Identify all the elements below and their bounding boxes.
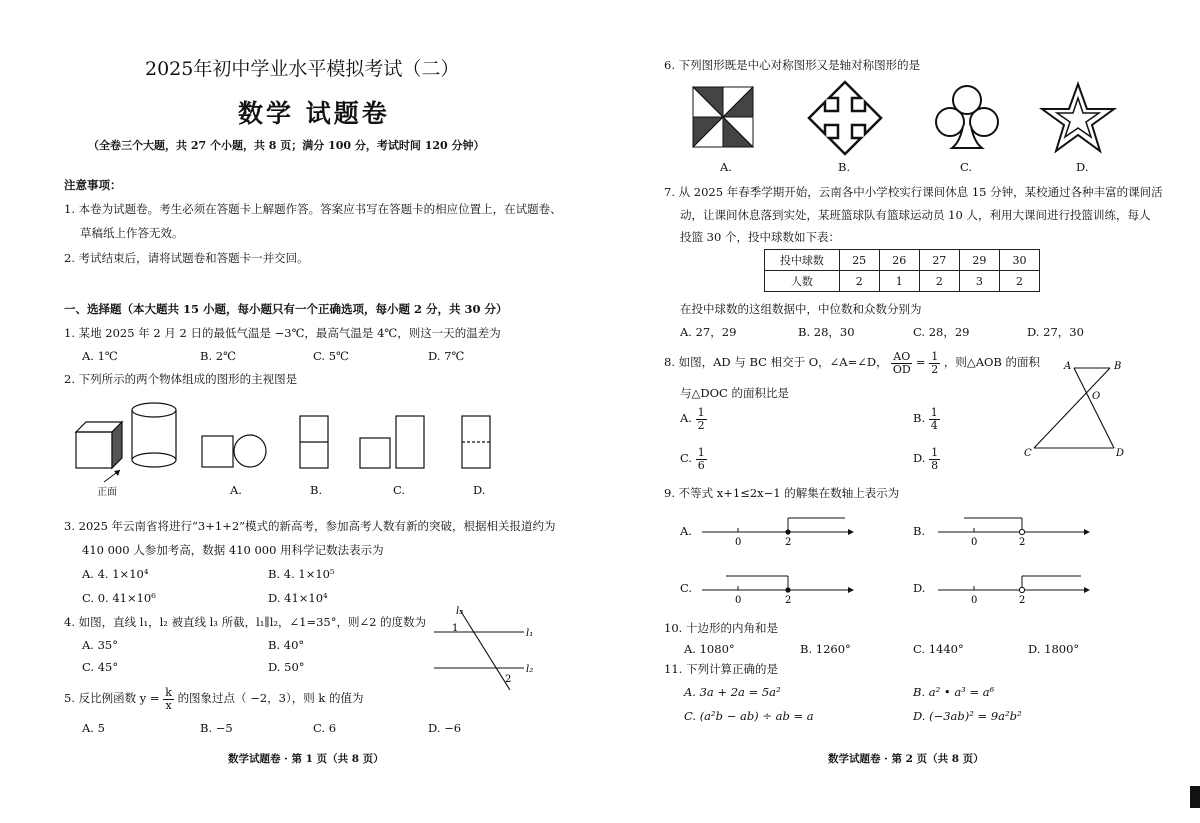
q5-fraction-num: k xyxy=(165,686,172,699)
q4-option-c: C. 45° xyxy=(82,660,119,674)
notice-2: 2. 考试结束后，请将试题卷和答题卡一并交回。 xyxy=(64,251,309,265)
q8-option-a-num: 1 xyxy=(697,406,705,419)
q5-fraction-den: x xyxy=(165,698,172,712)
q11-stem: 11. 下列计算正确的是 xyxy=(664,662,778,676)
q8-option-c-letter: C. xyxy=(680,451,693,466)
q9-option-c-number-line xyxy=(700,572,860,604)
q3-line-1: 3. 2025 年云南省将进行“3+1+2”模式的新高考，参加高考人数有新的突破，根据相关报道约为 xyxy=(64,519,556,533)
q5-stem xyxy=(64,687,364,711)
section-1-heading: 一、选择题（本大题共 15 小题，每小题只有一个正确选项，每小题 2 分，共 30 分） xyxy=(64,302,508,316)
q9-a-tick-2: 2 xyxy=(785,537,792,548)
q4-label-angle-1: 1 xyxy=(452,623,459,634)
q8-stem-post: ，则△AOB 的面积 xyxy=(943,355,1041,370)
q8-value-num: 1 xyxy=(931,350,939,363)
q9-option-d-letter: D. xyxy=(913,581,926,595)
q4-label-angle-2: 2 xyxy=(505,674,512,685)
q4-label-l2: l₂ xyxy=(526,664,534,675)
q8-option-b-fraction xyxy=(929,407,940,431)
q5-fraction xyxy=(163,687,174,711)
q11-option-c: C. (a²b − ab) ÷ ab = a xyxy=(684,709,814,723)
q8-value-fraction xyxy=(929,351,940,375)
q8-label-c: C xyxy=(1024,448,1032,459)
q2-option-d-figure xyxy=(460,414,494,470)
q7-option-d: D. 27，30 xyxy=(1027,325,1084,339)
q1-stem: 1. 某地 2025 年 2 月 2 日的最低气温是 −3℃，最高气温是 4℃，则这一天的温差为 xyxy=(64,326,501,340)
q1-option-c: C. 5℃ xyxy=(313,349,349,363)
table-cell: 2 xyxy=(919,271,959,292)
q8-option-a xyxy=(680,407,707,431)
q10-option-d: D. 1800° xyxy=(1028,642,1080,656)
q9-d-tick-0: 0 xyxy=(971,595,978,606)
q8-option-a-letter: A. xyxy=(680,411,692,426)
q2-label-a: A. xyxy=(230,483,242,497)
q7-option-b: B. 28，30 xyxy=(798,325,855,339)
q2-solid-figure xyxy=(70,398,190,488)
q9-option-c-letter: C. xyxy=(680,581,693,595)
q2-option-c-figure xyxy=(358,414,428,470)
q8-label-o: O xyxy=(1092,391,1101,402)
q9-option-b-letter: B. xyxy=(913,524,926,538)
q2-label-c: C. xyxy=(393,483,406,497)
table-cell: 29 xyxy=(959,250,999,271)
q8-option-b-num: 1 xyxy=(930,406,938,419)
q8-option-b xyxy=(913,407,940,431)
q10-option-b: B. 1260° xyxy=(800,642,851,656)
notice-1-line-1: 1. 本卷为试题卷。考生必须在答题卡上解题作答。答案应书写在答题卡的相应位置上，在试题卷、 xyxy=(64,202,562,216)
q4-label-l1: l₁ xyxy=(526,628,534,639)
q11-option-d: D. (−3ab)² = 9a²b² xyxy=(913,709,1022,723)
q6-label-d: D. xyxy=(1076,160,1089,174)
q9-c-tick-2: 2 xyxy=(785,595,792,606)
exam-title: 2025年初中学业水平模拟考试（二） xyxy=(145,58,460,80)
q5-option-c: C. 6 xyxy=(313,721,337,735)
notice-heading: 注意事项： xyxy=(64,178,122,192)
q7-option-c: C. 28，29 xyxy=(913,325,970,339)
q11-option-a: A. 3a + 2a = 5a² xyxy=(684,685,781,699)
q4-stem: 4. 如图，直线 l₁，l₂ 被直线 l₃ 所截，l₁∥l₂，∠1=35°，则∠2 的度数为 xyxy=(64,615,427,629)
q8-option-c xyxy=(680,447,707,471)
q5-stem-pre: 5. 反比例函数 y = xyxy=(64,691,160,706)
table-cell: 26 xyxy=(879,250,919,271)
q8-equals: = xyxy=(915,355,926,370)
q5-option-d: D. −6 xyxy=(428,721,462,735)
q4-option-b: B. 40° xyxy=(268,638,305,652)
q3-line-2: 410 000 人参加考高，数据 410 000 用科学记数法表示为 xyxy=(82,543,384,557)
q8-ratio-fraction xyxy=(891,351,912,375)
q1-option-a: A. 1℃ xyxy=(82,349,118,363)
q8-option-b-den: 4 xyxy=(930,418,938,432)
q8-triangles-figure xyxy=(1022,356,1132,460)
q8-ratio-num: AO xyxy=(893,350,911,363)
q8-option-c-num: 1 xyxy=(697,446,705,459)
q10-option-c: C. 1440° xyxy=(913,642,964,656)
table-cell: 2 xyxy=(839,271,879,292)
q8-label-d: D xyxy=(1116,448,1125,459)
scan-edge-mark xyxy=(1190,786,1200,808)
q4-label-l3: l₃ xyxy=(456,606,464,617)
table-cell: 人数 xyxy=(765,271,840,292)
q8-label-b: B xyxy=(1114,361,1122,372)
q5-option-b: B. −5 xyxy=(200,721,233,735)
q9-c-tick-0: 0 xyxy=(735,595,742,606)
page-1-footer: 数学试题卷 · 第 1 页（共 8 页） xyxy=(228,753,384,765)
q3-option-d: D. 41×10⁴ xyxy=(268,591,328,605)
q4-parallel-lines-figure xyxy=(430,604,540,692)
q9-stem: 9. 不等式 x+1≤2x−1 的解集在数轴上表示为 xyxy=(664,486,900,500)
q10-option-a: A. 1080° xyxy=(684,642,735,656)
q5-stem-post: 的图象过点（ −2，3），则 k 的值为 xyxy=(177,691,364,706)
table-row xyxy=(765,271,1040,292)
table-row xyxy=(765,250,1040,271)
q8-stem-pre: 8. 如图，AD 与 BC 相交于 O，∠A=∠D， xyxy=(664,355,888,370)
q5-option-a: A. 5 xyxy=(82,721,105,735)
q9-option-a-letter: A. xyxy=(680,524,692,538)
q9-option-a-number-line xyxy=(700,514,860,546)
q7-line-2: 动，让课间休息落到实处，某班篮球队有篮球运动员 10 人，利用大课间进行投篮训练，每人 xyxy=(680,208,1151,222)
q8-option-a-den: 2 xyxy=(697,418,705,432)
exam-subtitle: 数学 试题卷 xyxy=(238,99,390,128)
q6-stem: 6. 下列图形既是中心对称图形又是轴对称图形的是 xyxy=(664,58,921,72)
q6-label-c: C. xyxy=(960,160,973,174)
q1-option-d: D. 7℃ xyxy=(428,349,465,363)
q9-option-d-number-line xyxy=(936,572,1096,604)
q6-club-figure xyxy=(932,82,1002,152)
table-cell: 25 xyxy=(839,250,879,271)
q3-option-a: A. 4. 1×10⁴ xyxy=(82,567,149,581)
q6-label-b: B. xyxy=(838,160,851,174)
q7-line-3: 投篮 30 个，投中球数如下表： xyxy=(680,230,840,244)
q1-option-b: B. 2℃ xyxy=(200,349,236,363)
q11-option-b: B. a² • a³ = a⁶ xyxy=(913,685,995,699)
q8-option-d-den: 8 xyxy=(931,458,939,472)
table-cell: 3 xyxy=(959,271,999,292)
q8-stem xyxy=(664,351,1040,375)
q6-pinwheel-figure xyxy=(692,86,754,148)
q3-option-c: C. 0. 41×10⁶ xyxy=(82,591,156,605)
q7-line-1: 7. 从 2025 年春季学期开始，云南各中小学校实行课间休息 15 分钟，某校通过各种丰富的课间活 xyxy=(664,185,1163,199)
q8-option-c-fraction xyxy=(696,447,707,471)
q2-stem: 2. 下列所示的两个物体组成的图形的主视图是 xyxy=(64,372,298,386)
table-cell: 投中球数 xyxy=(765,250,840,271)
q3-option-b: B. 4. 1×10⁵ xyxy=(268,567,335,581)
q8-option-b-letter: B. xyxy=(913,411,926,426)
q8-option-d-fraction xyxy=(929,447,940,471)
q2-front-label: 正面 xyxy=(97,487,117,498)
q2-label-b: B. xyxy=(310,483,323,497)
q9-option-b-number-line xyxy=(936,514,1096,546)
q10-stem: 10. 十边形的内角和是 xyxy=(664,621,778,635)
notice-1-line-2: 草稿纸上作答无效。 xyxy=(80,226,184,240)
q6-label-a: A. xyxy=(720,160,732,174)
table-cell: 30 xyxy=(999,250,1039,271)
q8-option-d xyxy=(913,447,940,471)
page-2 xyxy=(600,0,1200,823)
q9-d-tick-2: 2 xyxy=(1019,595,1026,606)
q2-label-d: D. xyxy=(473,483,486,497)
q2-option-b-figure xyxy=(298,414,332,470)
table-cell: 2 xyxy=(999,271,1039,292)
exam-info: （全卷三个大题，共 27 个小题，共 8 页；满分 100 分，考试时间 120 分钟） xyxy=(88,139,485,152)
q8-option-c-den: 6 xyxy=(697,458,705,472)
q8-option-a-fraction xyxy=(696,407,707,431)
q8-line-2: 与△DOC 的面积比是 xyxy=(680,386,789,400)
q4-option-d: D. 50° xyxy=(268,660,305,674)
q7-option-a: A. 27，29 xyxy=(680,325,737,339)
q9-a-tick-0: 0 xyxy=(735,537,742,548)
q9-b-tick-0: 0 xyxy=(971,537,978,548)
q8-option-d-num: 1 xyxy=(931,446,939,459)
table-cell: 1 xyxy=(879,271,919,292)
q8-option-d-letter: D. xyxy=(913,451,926,466)
q8-ratio-den: OD xyxy=(892,362,911,376)
q6-four-arrows-figure xyxy=(807,80,883,156)
q6-star-figure xyxy=(1040,82,1116,154)
q7-data-table xyxy=(764,249,1040,292)
q9-b-tick-2: 2 xyxy=(1019,537,1026,548)
q7-after-table: 在投中球数的这组数据中，中位数和众数分别为 xyxy=(680,302,922,316)
q2-option-a-figure xyxy=(200,434,270,468)
q4-option-a: A. 35° xyxy=(82,638,118,652)
q8-value-den: 2 xyxy=(931,362,939,376)
page-2-footer: 数学试题卷 · 第 2 页（共 8 页） xyxy=(828,753,984,765)
table-cell: 27 xyxy=(919,250,959,271)
q8-label-a: A xyxy=(1064,361,1072,372)
